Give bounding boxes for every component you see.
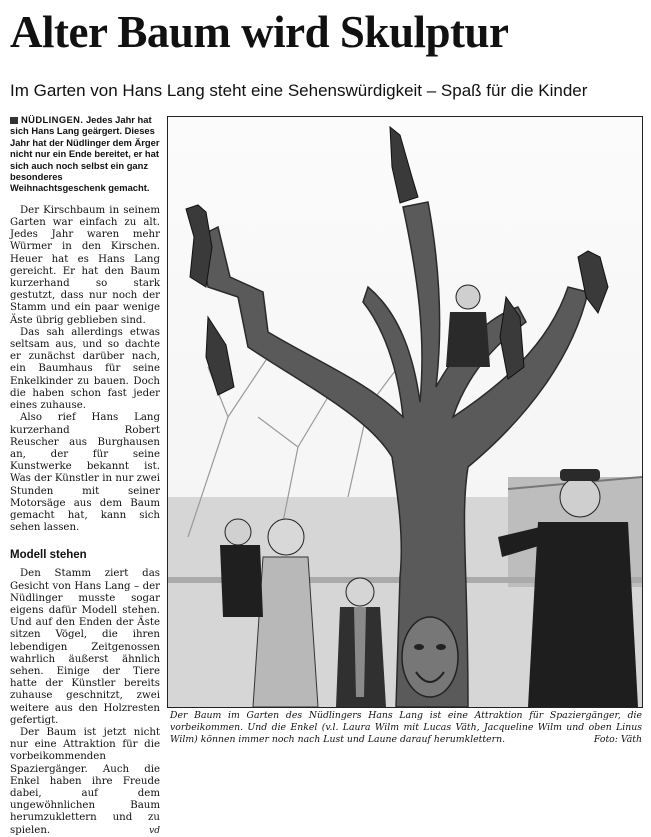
dateline-square-icon [10, 117, 18, 124]
lead-text: Jedes Jahr hat sich Hans Lang geärgert. Dieses Jahr hat der Nüdlinger dem Ärger nicht nur ein Ende bereitet, er hat sich auch noch selbst ein ganz besonderes Weihnachtsgeschenk gemacht. [10, 114, 160, 194]
subheadline: Im Garten von Hans Lang steht eine Sehenswürdigkeit – Spaß für die Kinder [10, 81, 588, 100]
article-text-column [10, 114, 160, 837]
lead-paragraph [10, 114, 160, 194]
photo-caption [170, 710, 642, 746]
author-signoff: vd [149, 825, 160, 836]
body-paragraph [10, 727, 160, 837]
dateline: NÜDLINGEN. [21, 114, 84, 125]
photo-credit: Foto: Väth [593, 734, 642, 745]
body-paragraph: Also rief Hans Lang kurzerhand Robert Reuscher aus Burghausen an, der für seine Kunstwerke bekannt ist. Was der Künstler in nur zwei Stunden mit seiner Motorsäge aus dem Baum gemacht hat, kann sich sehen lassen. [10, 412, 160, 534]
section-subtitle: Modell stehen [10, 549, 87, 562]
headline: Alter Baum wird Skulptur [10, 7, 509, 57]
body-paragraph: Das sah allerdings etwas seltsam aus, und so dachte er zunächst darüber nach, ein Baumhaus für seine Enkelkinder zu bauen. Doch die haben schon fast jeder eines zuhause. [10, 326, 160, 412]
body-paragraph: Der Kirschbaum in seinem Garten war einfach zu alt. Jedes Jahr waren mehr Würmer in den Kirschen. Heuer hat es Hans Lang gereicht. Er hat den Baum kurzerhand so stark gestutzt, dass nur noch der Stamm und ein paar wenige Äste übrig geblieben sind. [10, 204, 160, 326]
body-paragraph: Den Stamm ziert das Gesicht von Hans Lang – der Nüdlinger musste sogar eigens dafür Modell stehen. Und auf den Enden der Äste sitzen Vögel, die ihren lebendigen Zeitgenossen wahrlich äußerst ähnlich sehen. Einige der Tiere hatte der Künstler bereits zuhause geschnitzt, zwei weitere aus den Holzresten gefertigt. [10, 568, 160, 726]
body-paragraph-text: Der Baum ist jetzt nicht nur eine Attraktion für die vorbeikommenden Spaziergänger. Auch die Enkel haben ihre Freude dabei, auf dem ungewöhnlichen Baum herumzuklettern und zu spielen. [10, 726, 160, 836]
caption-text: Der Baum im Garten des Nüdlingers Hans Lang ist eine Attraktion für Spaziergänger, die vorbeikommen. Und die Enkel (v.l. Laura Wilm mit Lucas Väth, Jacqueline Wilm und oben Linus Wilm) können immer noch nach Lust und Laune darauf herumklettern. [170, 710, 642, 745]
article-photo [167, 116, 643, 708]
tree-sculpture-photo [168, 117, 642, 707]
